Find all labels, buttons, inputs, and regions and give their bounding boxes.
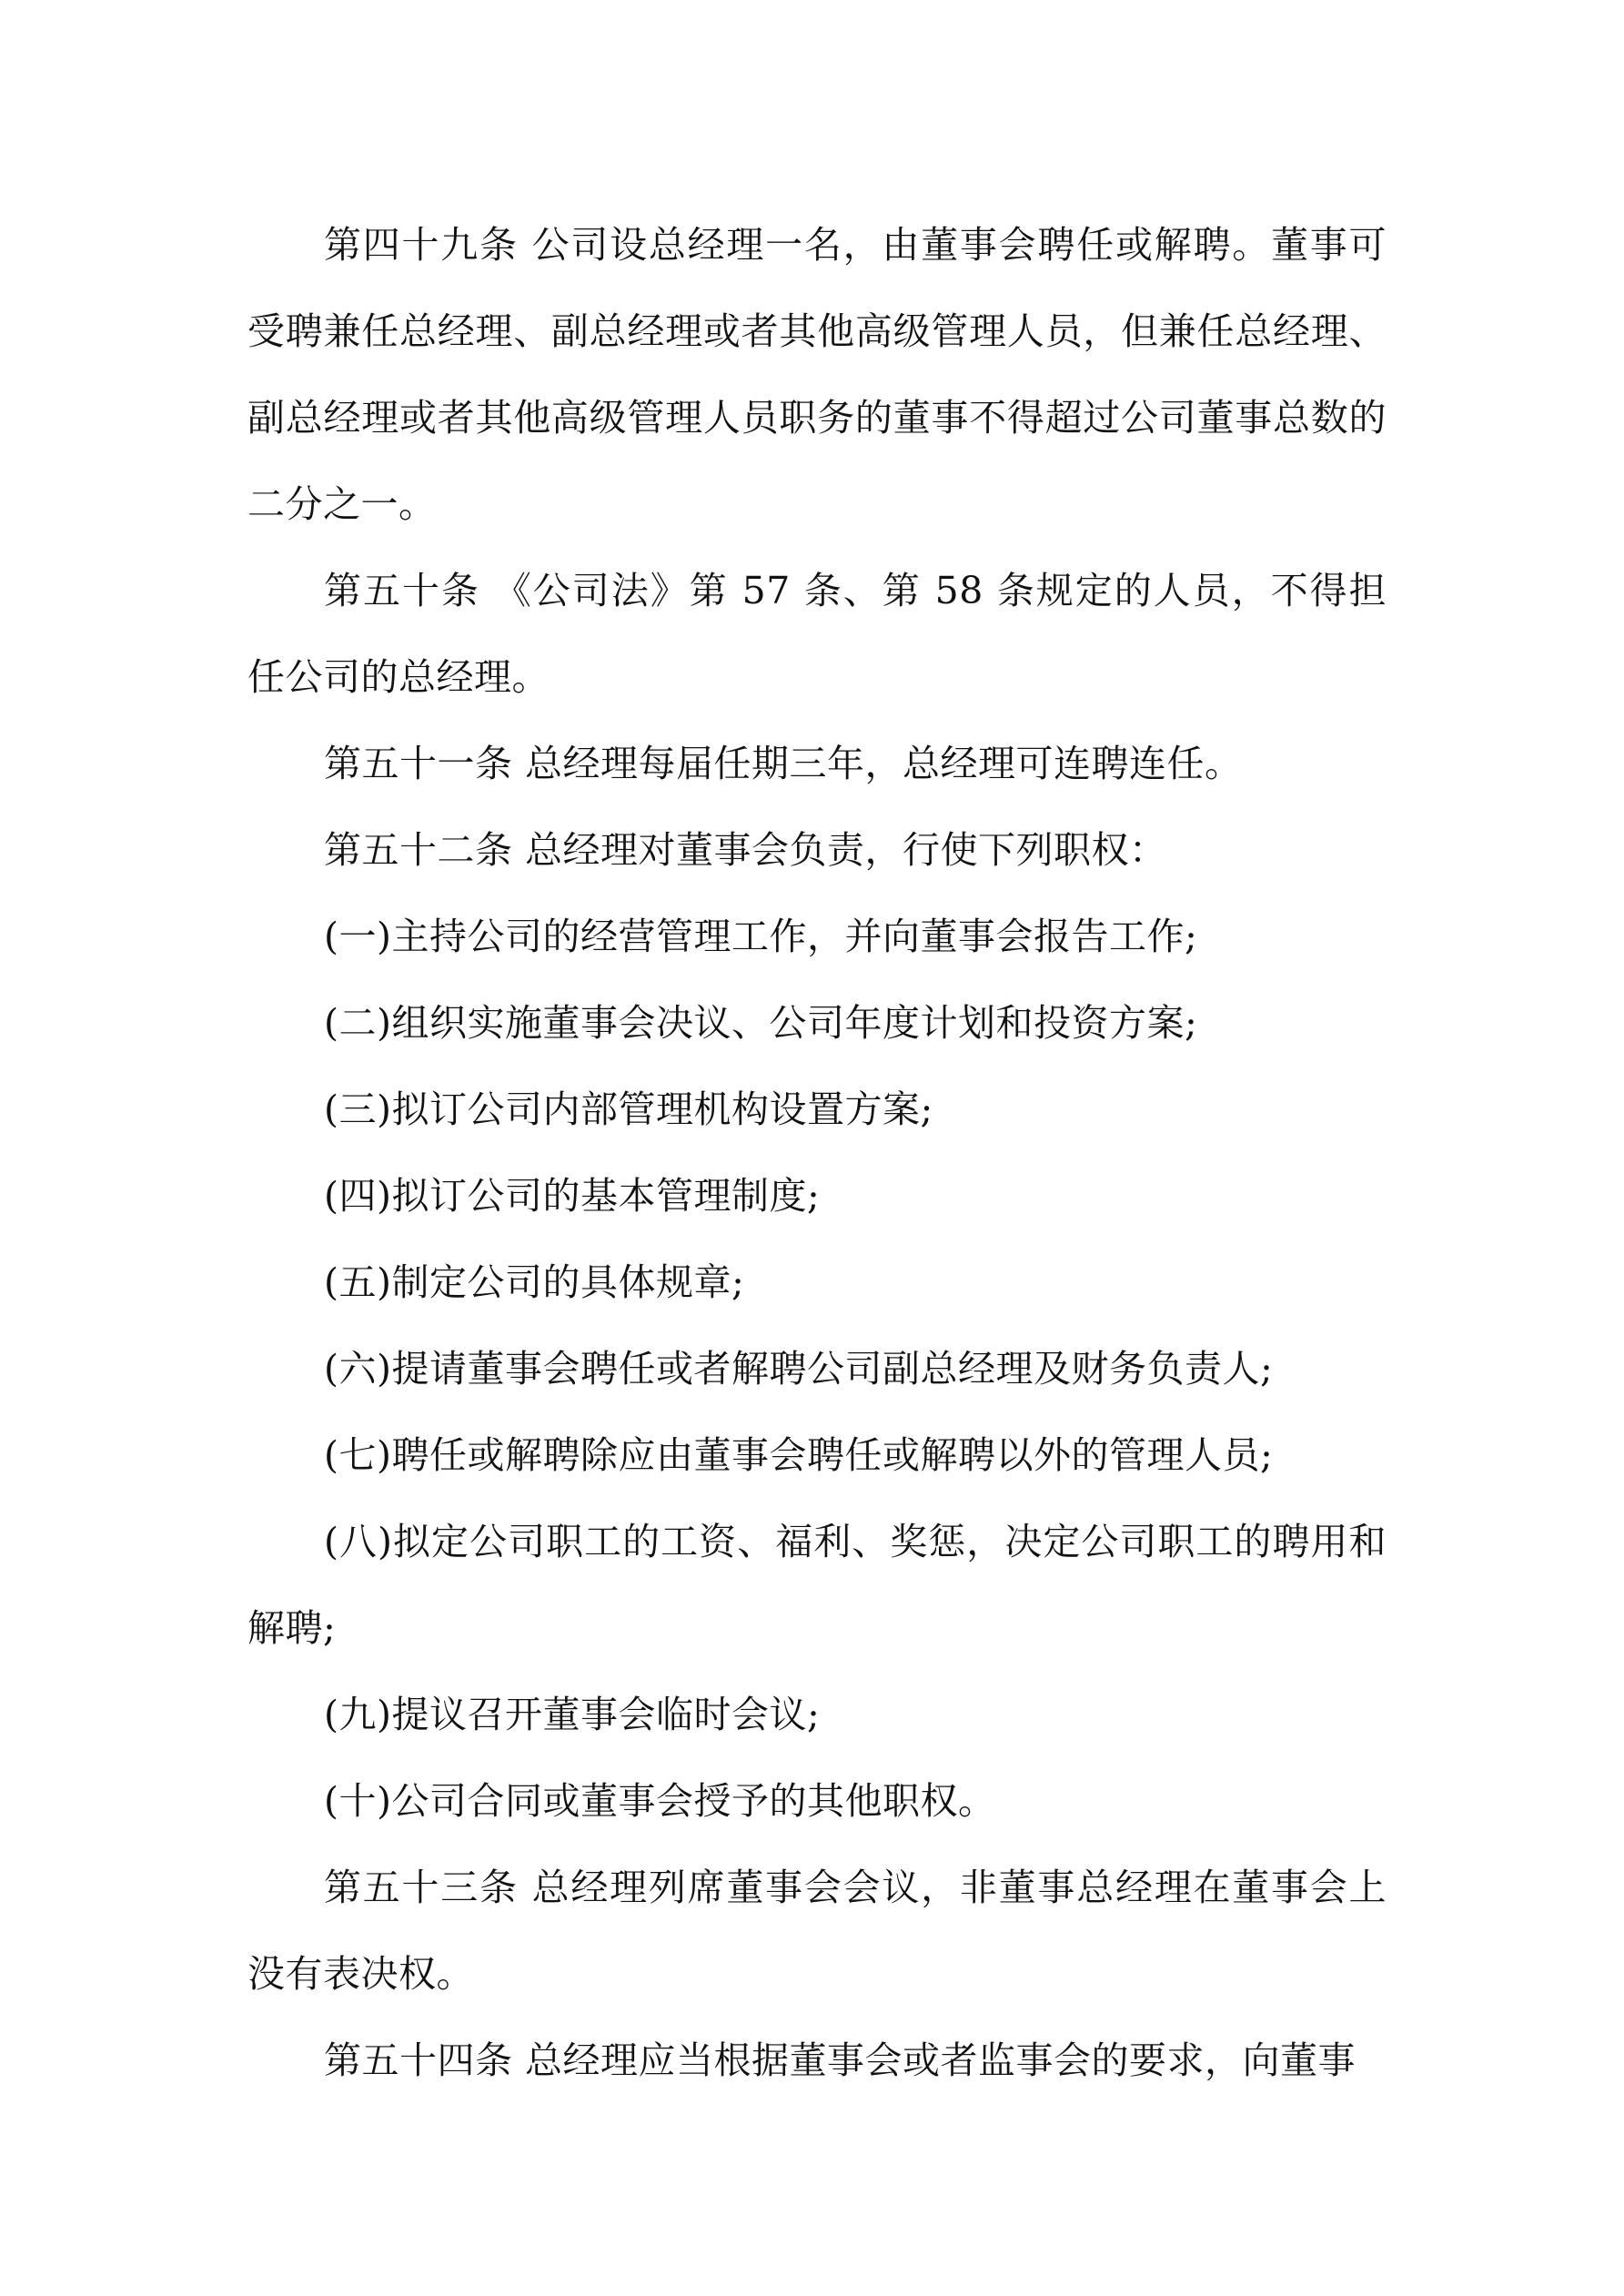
article-52-item-6: (六)提请董事会聘任或者解聘公司副总经理及财务负责人; xyxy=(324,1347,1274,1391)
article-52-item-2: (二)组织实施董事会决议、公司年度计划和投资方案; xyxy=(324,1001,1198,1045)
article-51-paragraph: 第五十一条 总经理每届任期三年，总经理可连聘连任。 xyxy=(324,742,1243,785)
article-52-item-10: (十)公司合同或董事会授予的其他职权。 xyxy=(324,1779,996,1823)
document-body xyxy=(247,202,1387,2104)
article-52-item-4: (四)拟订公司的基本管理制度; xyxy=(324,1174,821,1218)
article-52-item-8: (八)拟定公司职工的工资、福利、奖惩，决定公司职工的聘用和解聘; xyxy=(247,1520,1387,1650)
article-53-paragraph: 第五十三条 总经理列席董事会会议，非董事总经理在董事会上没有表决权。 xyxy=(247,1866,1387,1996)
article-52-item-9: (九)提议召开董事会临时会议; xyxy=(324,1693,821,1736)
article-52-item-3: (三)拟订公司内部管理机构设置方案; xyxy=(324,1087,933,1131)
article-52-item-1: (一)主持公司的经营管理工作，并向董事会报告工作; xyxy=(324,915,1198,958)
article-50-paragraph: 第五十条 《公司法》第 57 条、第 58 条规定的人员，不得担任公司的总经理。 xyxy=(247,569,1387,699)
article-54-paragraph: 第五十四条 总经理应当根据董事会或者监事会的要求，向董事 xyxy=(324,2038,1357,2082)
article-52-paragraph: 第五十二条 总经理对董事会负责，行使下列职权： xyxy=(324,828,1167,872)
article-52-item-5: (五)制定公司的具体规章; xyxy=(324,1260,745,1304)
article-49-paragraph: 第四十九条 公司设总经理一名，由董事会聘任或解聘。董事可受聘兼任总经理、副总经理或者其他高级管理人员，但兼任总经理、副总经理或者其他高级管理人员职务的董事不得超过公司董事总数的二分之一。 xyxy=(247,223,1387,526)
article-52-item-7: (七)聘任或解聘除应由董事会聘任或解聘以外的管理人员; xyxy=(324,1433,1274,1477)
